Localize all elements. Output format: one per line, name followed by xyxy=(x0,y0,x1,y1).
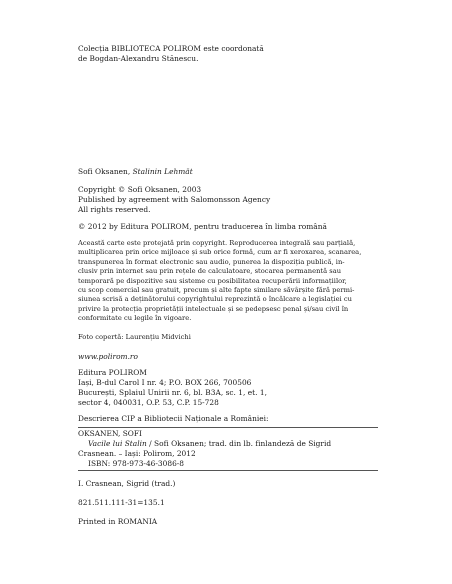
publisher-address xyxy=(78,368,396,408)
translation-rights xyxy=(78,222,396,232)
legal-notice-line: siunea scrisă a deținătorului copyrightului reprezintă o încălcare a legislației cu xyxy=(78,295,352,304)
cip-title-rest: / Sofi Oksanen; trad. din lb. finlandeză de Sigrid xyxy=(146,439,332,448)
copyright-line-1: Copyright © Sofi Oksanen, 2003 xyxy=(78,185,202,194)
cip-author-entry: OKSANEN, SOFI xyxy=(78,429,142,438)
publisher-name: Editura POLIROM xyxy=(78,368,147,377)
original-title-line xyxy=(78,167,396,177)
series-note xyxy=(78,44,396,64)
cip-translator-line: I. Crasnean, Sigrid (trad.) xyxy=(78,479,176,488)
series-note-line-2: de Bogdan-Alexandru Stănescu. xyxy=(78,54,199,63)
original-book-title: Stalinin Lehmät xyxy=(132,167,193,176)
legal-notice xyxy=(78,239,396,324)
cip-isbn: ISBN: 978-973-46-3086-8 xyxy=(88,459,185,468)
website-link[interactable]: www.polirom.ro xyxy=(78,352,138,361)
cip-translator xyxy=(78,479,396,489)
copyright-notice xyxy=(78,185,396,215)
copyright-line-3: All rights reserved. xyxy=(78,205,151,214)
legal-notice-line: cu scop comercial sau gratuit, precum și alte fapte similare săvârșite fără permi- xyxy=(78,286,355,295)
cip-heading-line: Descrierea CIP a Bibliotecii Naționale a României: xyxy=(78,414,269,423)
publisher-bucuresti-1: București, Splaiul Unirii nr. 6, bl. B3A, sc. 1, et. 1, xyxy=(78,388,267,397)
cip-record xyxy=(78,429,396,469)
legal-notice-line: transpunerea în format electronic sau audio, punerea la dispoziția publică, in- xyxy=(78,257,345,266)
cover-photo-credit xyxy=(78,333,396,342)
legal-notice-line: privire la protecția proprietății intelectuale și se pedepsesc penal și/sau civil în xyxy=(78,304,349,313)
cip-title-line xyxy=(78,439,396,449)
cip-classification xyxy=(78,498,396,508)
original-author: Sofi Oksanen, xyxy=(78,167,131,176)
cip-bottom-rule xyxy=(78,470,378,471)
original-title xyxy=(78,167,396,177)
series-note-line-1: Colecția BIBLIOTECA POLIROM este coordonată xyxy=(78,44,264,53)
legal-notice-line: conformitate cu legile în vigoare. xyxy=(78,314,192,323)
translation-rights-line: © 2012 by Editura POLIROM, pentru traducerea în limba română xyxy=(78,222,327,231)
printed-in-line: Printed in ROMANIA xyxy=(78,517,158,526)
publisher-iasi: Iași, B-dul Carol I nr. 4; P.O. BOX 266, 700506 xyxy=(78,378,252,387)
cip-publication-line: Crasnean. – Iași: Polirom, 2012 xyxy=(78,449,196,458)
cip-heading xyxy=(78,414,396,424)
cip-top-rule xyxy=(78,427,378,428)
website xyxy=(78,352,396,362)
cip-classification-line: 821.511.111-31=135.1 xyxy=(78,498,165,507)
copyright-line-2: Published by agreement with Salomonsson Agency xyxy=(78,195,271,204)
legal-notice-line: clusiv prin internet sau prin rețele de calculatoare, stocarea permanentă sau xyxy=(78,267,342,276)
cover-photo-line: Foto copertă: Laurențiu Midvichi xyxy=(78,333,191,341)
legal-notice-line: Această carte este protejată prin copyright. Reproducerea integrală sau parțială, xyxy=(78,239,356,247)
printed-in xyxy=(78,517,396,527)
publisher-bucuresti-2: sector 4, 040031, O.P. 53, C.P. 15-728 xyxy=(78,398,219,407)
cip-title-italic: Vacile lui Stalin xyxy=(88,439,147,448)
legal-notice-line: temporară pe dispozitive sau sisteme cu posibilitatea recuperării informațiilor, xyxy=(78,276,347,285)
legal-notice-line: multiplicarea prin orice mijloace și sub orice formă, cum ar fi xeroxarea, scanarea, xyxy=(78,248,362,257)
